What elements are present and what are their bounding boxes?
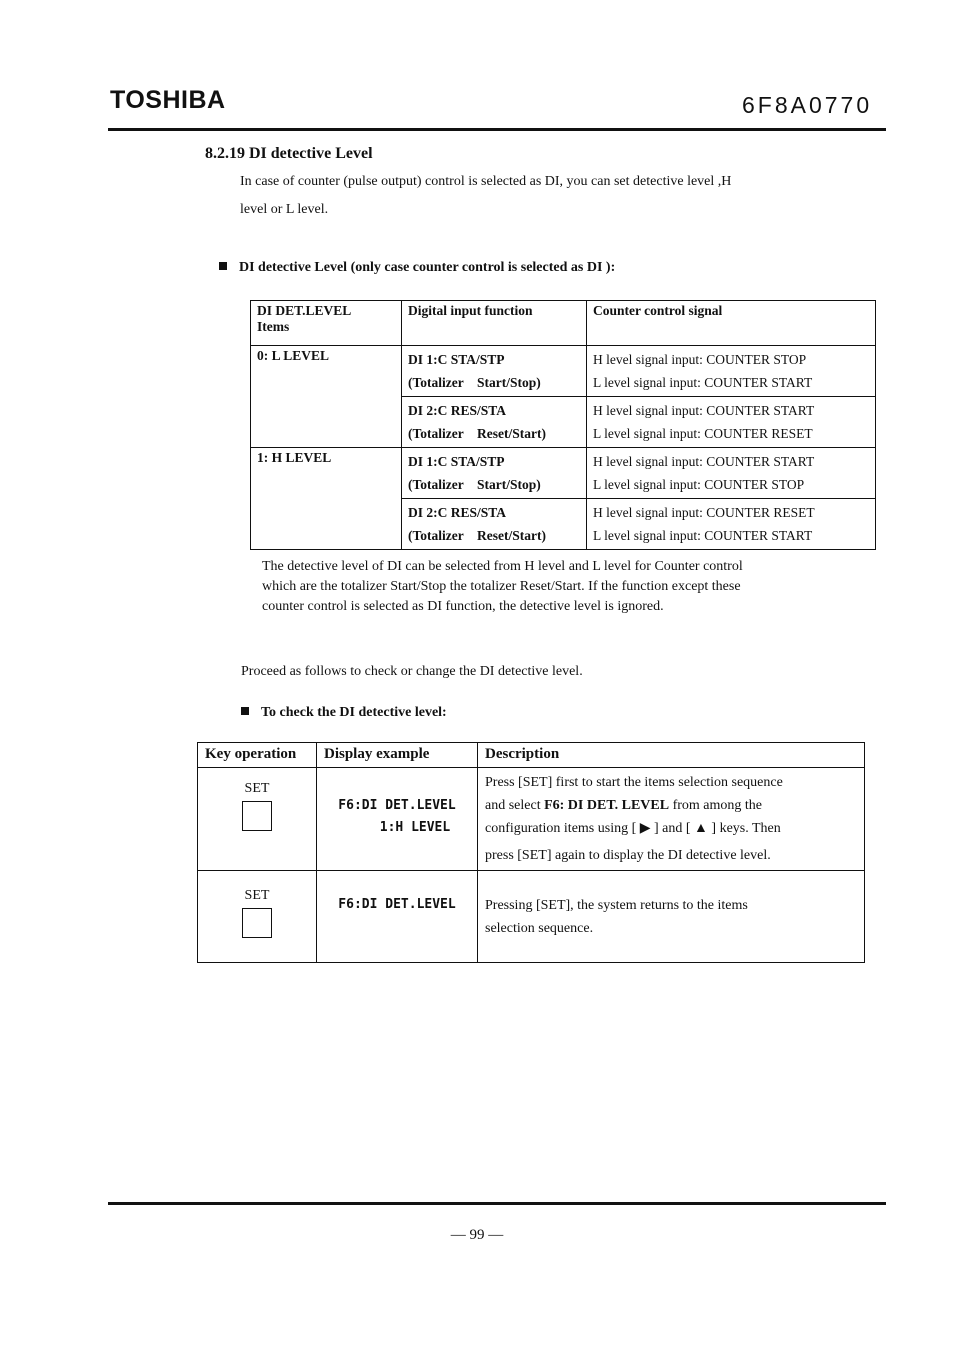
set-key-icon (242, 908, 272, 938)
note-line: counter control is selected as DI function, the detective level is ignored. (262, 599, 664, 614)
header-rule (108, 128, 886, 131)
item-cell: 1: H LEVEL (251, 448, 402, 550)
col-display: Display example (317, 743, 478, 768)
table-header-row (251, 301, 876, 346)
display-cell: F6:DI DET.LEVEL 1:H LEVEL (317, 768, 478, 871)
table2-heading-text: To check the DI detective level: (261, 705, 447, 720)
key-label: SET (244, 781, 270, 796)
col-items: DI DET.LEVEL Items (251, 301, 402, 346)
function-cell: DI 2:C RES/STA (Totalizer Reset/Start) (402, 397, 587, 448)
table-row (198, 768, 865, 871)
table-row (251, 346, 876, 397)
table-header-row (198, 743, 865, 768)
note-line: which are the totalizer Start/Stop the totalizer Reset/Start. If the function except these (262, 579, 741, 594)
col-function: Digital input function (402, 301, 587, 346)
col-signal: Counter control signal (587, 301, 876, 346)
footer-rule (108, 1202, 886, 1205)
table-row (251, 448, 876, 499)
function-cell: DI 1:C STA/STP (Totalizer Start/Stop) (402, 448, 587, 499)
signal-cell: H level signal input: COUNTER START L level signal input: COUNTER STOP (587, 448, 876, 499)
bullet-square-icon (241, 707, 249, 715)
function-cell: DI 2:C RES/STA (Totalizer Reset/Start) (402, 499, 587, 550)
di-level-table (250, 300, 876, 550)
page-number: — 99 — (450, 1227, 504, 1243)
signal-cell: H level signal input: COUNTER RESET L level signal input: COUNTER START (587, 499, 876, 550)
table2-heading (241, 705, 447, 721)
key-cell (198, 871, 317, 963)
signal-cell: H level signal input: COUNTER START L level signal input: COUNTER RESET (587, 397, 876, 448)
proceed-text: Proceed as follows to check or change the DI detective level. (241, 664, 583, 679)
brand-logo: TOSHIBA (110, 86, 226, 114)
note-line: The detective level of DI can be selected from H level and L level for Counter control (262, 559, 743, 574)
section-title: 8.2.19 DI detective Level (205, 145, 373, 162)
intro-line: level or L level. (240, 202, 329, 217)
key-operation-table (197, 742, 865, 963)
table1-heading (219, 260, 615, 276)
col-description: Description (478, 743, 865, 768)
key-cell (198, 768, 317, 871)
set-key-icon (242, 801, 272, 831)
table1-heading-text: DI detective Level (only case counter control is selected as DI ): (239, 260, 616, 275)
bullet-square-icon (219, 262, 227, 270)
table-row (198, 871, 865, 963)
signal-cell: H level signal input: COUNTER STOP L level signal input: COUNTER START (587, 346, 876, 397)
key-label: SET (244, 888, 270, 903)
display-cell: F6:DI DET.LEVEL (317, 871, 478, 963)
description-cell: Press [SET] first to start the items selection sequence and select F6: DI DET. LEVEL from among the configuration items using [ ▶ ] and [ ▲ ] keys. Then press [SET] again to display the DI detective level. (478, 768, 865, 871)
note-paragraph (262, 557, 852, 617)
item-cell: 0: L LEVEL (251, 346, 402, 448)
intro-line: In case of counter (pulse output) control is selected as DI, you can set detective level ,H (240, 174, 732, 189)
section-intro (240, 168, 840, 224)
description-cell: Pressing [SET], the system returns to the items selection sequence. (478, 871, 865, 963)
col-key: Key operation (198, 743, 317, 768)
document-number: 6F8A0770 (742, 92, 873, 118)
function-cell: DI 1:C STA/STP (Totalizer Start/Stop) (402, 346, 587, 397)
